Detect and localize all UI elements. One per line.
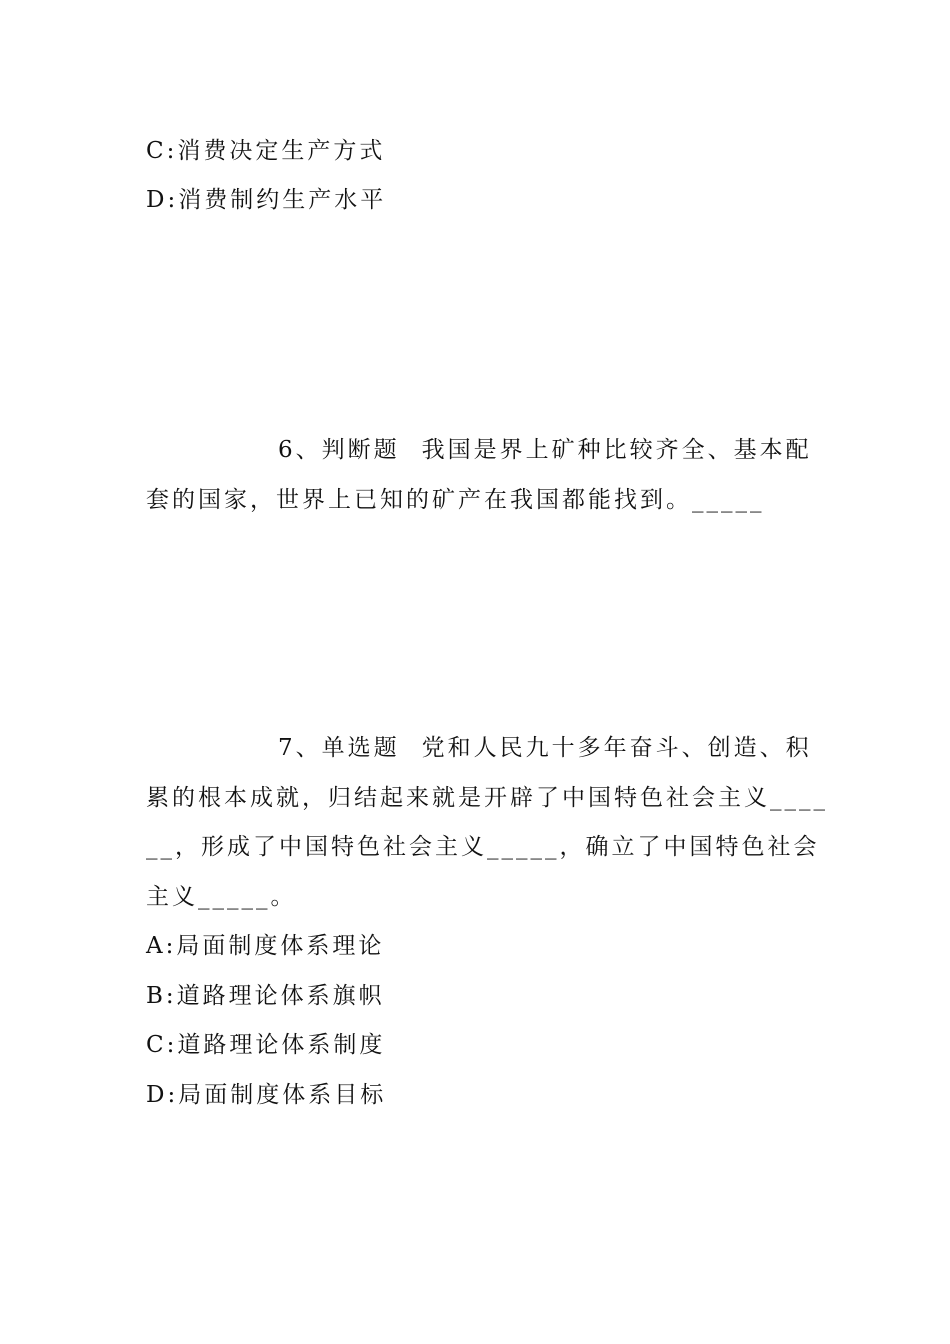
option-letter: A: — [146, 933, 177, 959]
q6-number-type: 6、判断题 — [278, 437, 400, 463]
option-text: 消费决定生产方式 — [177, 138, 386, 164]
q7-option-a — [146, 935, 384, 958]
q7-option-d — [146, 1084, 386, 1107]
q7-text-1: 党和人民九十多年奋斗、创造、积 — [421, 735, 812, 761]
q6-text-1: 我国是界上矿种比较齐全、基本配 — [421, 437, 812, 463]
q7-line-4: 主义_____。 — [146, 884, 297, 910]
option-letter: D: — [146, 187, 179, 213]
q7-line-1 — [278, 737, 812, 760]
q7-line-2: 累的根本成就，归结起来就是开辟了中国特色社会主义____ — [146, 785, 828, 811]
option-letter: B: — [146, 983, 177, 1009]
option-text: 道路理论体系旗帜 — [176, 983, 385, 1009]
q7-option-b — [146, 985, 385, 1008]
option-d — [146, 189, 386, 212]
q7-line-3: __，形成了中国特色社会主义_____，确立了中国特色社会 — [146, 834, 820, 860]
q7-number-type: 7、单选题 — [278, 735, 400, 761]
option-text: 局面制度体系目标 — [178, 1082, 387, 1108]
option-letter: C: — [146, 1032, 178, 1058]
option-letter: C: — [146, 138, 178, 164]
option-text: 道路理论体系制度 — [177, 1032, 386, 1058]
option-text: 消费制约生产水平 — [178, 187, 387, 213]
q6-line-1 — [278, 439, 812, 462]
option-c — [146, 140, 385, 163]
q7-option-c — [146, 1034, 385, 1057]
option-letter: D: — [146, 1082, 179, 1108]
option-text: 局面制度体系理论 — [176, 933, 385, 959]
q6-line-2: 套的国家，世界上已知的矿产在我国都能找到。_____ — [146, 487, 765, 513]
